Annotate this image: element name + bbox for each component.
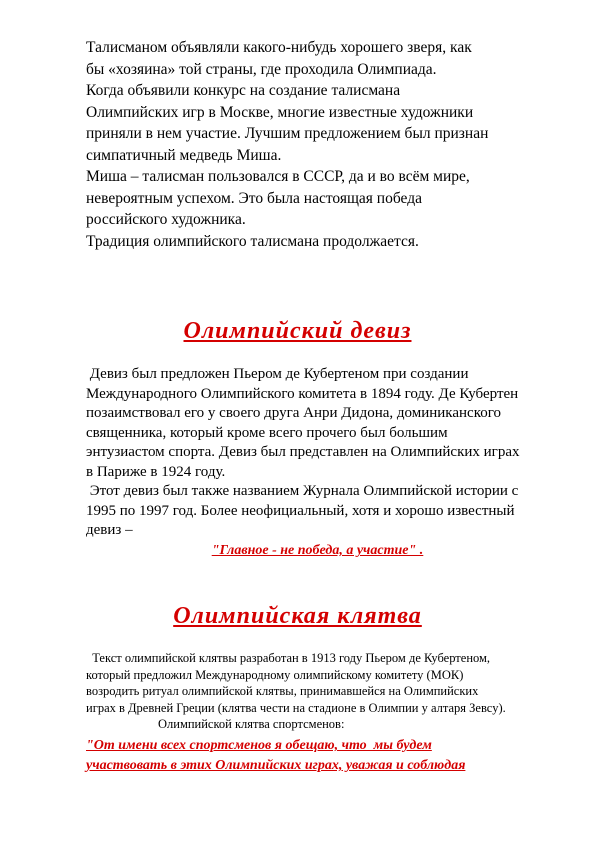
text-line: позаимствовал его у своего друга Анри Дидона, доминиканского bbox=[86, 405, 502, 421]
motto-quote: "Главное - не победа, а участие" . bbox=[211, 543, 424, 558]
text-line: российского художника. bbox=[86, 211, 246, 228]
text-line: Традиция олимпийского талисмана продолжается. bbox=[86, 232, 419, 250]
text-line: девиз – bbox=[86, 522, 133, 538]
text-line: Международного Олимпийского комитета в 1894 году. Де Кубертен bbox=[86, 385, 519, 402]
text-line: Этот девиз был также названием Журнала Олимпийской истории с bbox=[86, 483, 519, 499]
text-line: Талисманом объявляли какого-нибудь хорошего зверя, как bbox=[86, 39, 472, 56]
text-line: в Париже в 1924 году. bbox=[86, 463, 226, 480]
oath-quote bbox=[86, 736, 556, 776]
motto-heading: Олимпийский девиз bbox=[183, 318, 412, 344]
quote-line: "От имени всех спортсменов я обещаю, что мы будем bbox=[86, 738, 432, 753]
mascot-paragraph bbox=[86, 37, 556, 252]
text-line: энтузиастом спорта. Девиз был представлен на Олимпийских играх bbox=[86, 444, 520, 460]
text-line: 1995 по 1997 год. Более неофициальный, хотя и хорошо известный bbox=[86, 502, 515, 519]
text-line: Когда объявили конкурс на создание талисмана bbox=[86, 82, 401, 99]
text-line: бы «хозяина» той страны, где проходила Олимпиада. bbox=[86, 60, 437, 78]
motto-paragraph bbox=[86, 365, 556, 541]
oath-subheading: Олимпийской клятва спортсменов: bbox=[158, 717, 345, 731]
oath-paragraph bbox=[86, 650, 556, 716]
text-line: Текст олимпийской клятвы разработан в 1913 году Пьером де Кубертеном, bbox=[86, 651, 491, 665]
text-line: играх в Древней Греции (клятва чести на стадионе в Олимпии у алтаря Зевсу). bbox=[86, 700, 506, 715]
text-line: симпатичный медведь Миша. bbox=[86, 146, 282, 164]
text-line: Олимпийских игр в Москве, многие известные художники bbox=[86, 103, 474, 121]
text-line: приняли в нем участие. Лучшим предложением был признан bbox=[86, 125, 489, 142]
text-line: который предложил Международному олимпийскому комитету (МОК) bbox=[86, 667, 464, 682]
quote-line: участвовать в этих Олимпийских играх, уважая и соблюдая bbox=[86, 758, 466, 773]
oath-heading: Олимпийская клятва bbox=[173, 603, 422, 629]
text-line: Миша – талисман пользовался в СССР, да и во всём мире, bbox=[86, 168, 470, 185]
text-line: священника, который кроме всего прочего был большим bbox=[86, 424, 448, 441]
text-line: невероятным успехом. Это была настоящая победа bbox=[86, 189, 422, 207]
text-line: возродить ритуал олимпийской клятвы, принимавшейся на Олимпийских bbox=[86, 684, 479, 698]
text-line: Девиз был предложен Пьером де Кубертеном при создании bbox=[86, 366, 469, 382]
